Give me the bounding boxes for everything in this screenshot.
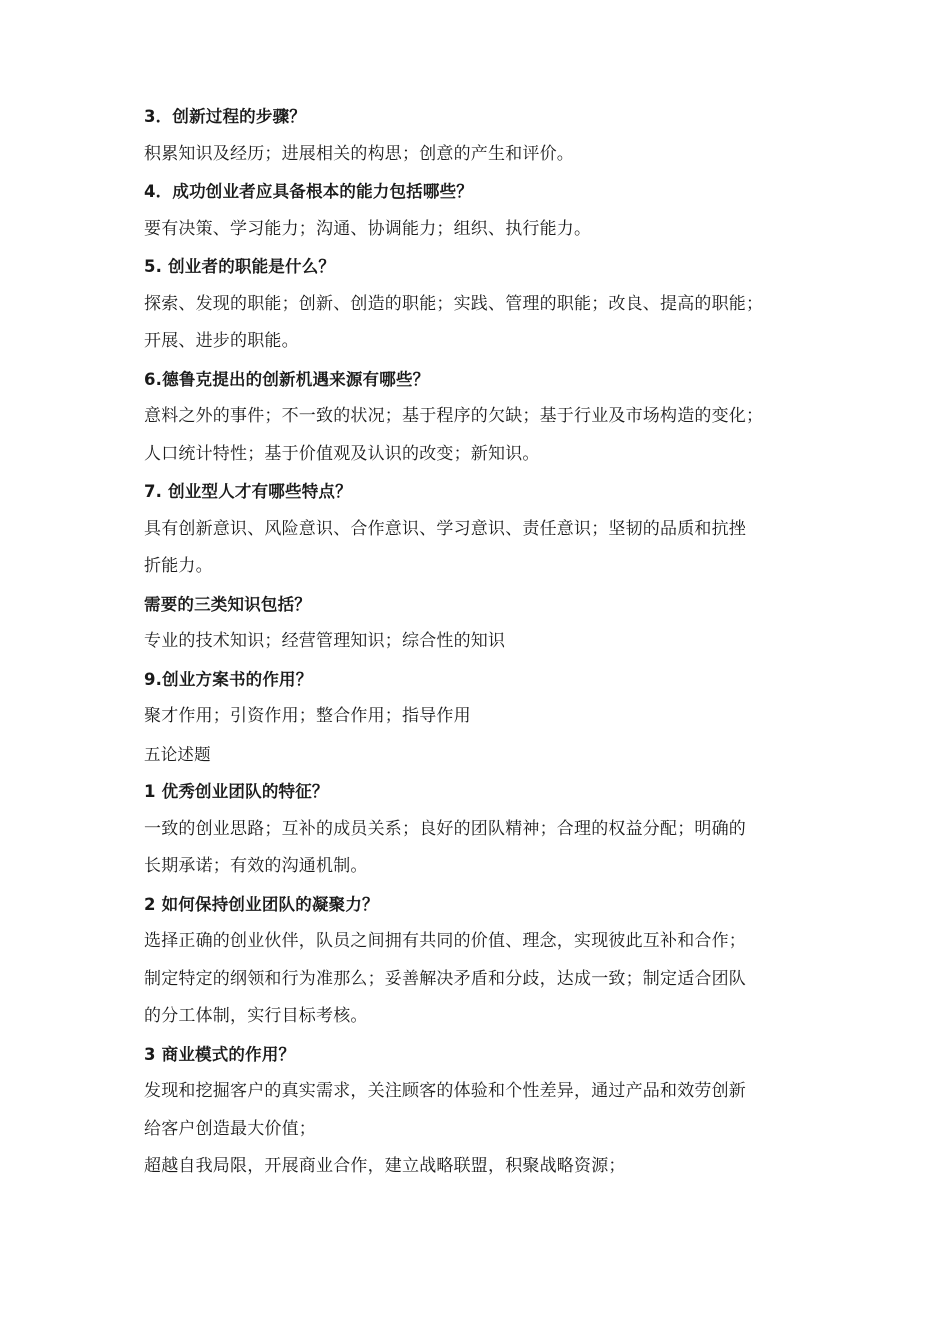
answer-text: 专业的技术知识；经营管理知识；综合性的知识 — [144, 631, 506, 651]
answer-text: 具有创新意识、风险意识、合作意识、学习意识、责任意识；坚韧的品质和抗挫 — [144, 518, 746, 539]
answer-text: 聚才作用；引资作用；整合作用；指导作用 — [144, 706, 471, 726]
answer-text: 要有决策、学习能力；沟通、协调能力；组织、执行能力。 — [144, 218, 592, 239]
answer-text: 发现和挖掘客户的真实需求，关注顾客的体验和个性差异，通过产品和效劳创新 — [144, 1081, 746, 1101]
question-heading: 3 商业模式的作用？ — [144, 1044, 296, 1064]
answer-text: 制定特定的纲领和行为准那么；妥善解决矛盾和分歧，达成一致；制定适合团队 — [144, 968, 746, 989]
question-heading: 6.德鲁克提出的创新机遇来源有哪些？ — [144, 369, 430, 389]
question-heading: 3．创新过程的步骤？ — [144, 107, 306, 126]
question-heading: 需要的三类知识包括？ — [144, 594, 311, 614]
question-heading: 5. 创业者的职能是什么？ — [144, 257, 336, 276]
question-heading: 9.创业方案书的作用？ — [144, 669, 313, 689]
answer-text: 超越自我局限，开展商业合作，建立战略联盟，积聚战略资源； — [144, 1156, 626, 1176]
answer-text: 的分工体制，实行目标考核。 — [144, 1006, 368, 1026]
question-heading: 1 优秀创业团队的特征？ — [144, 782, 329, 801]
answer-text: 给客户创造最大价值； — [144, 1118, 316, 1139]
question-heading: 4．成功创业者应具备根本的能力包括哪些？ — [144, 182, 473, 201]
answer-text: 探索、发现的职能；创新、创造的职能；实践、管理的职能；改良、提高的职能； — [144, 293, 764, 314]
answer-text: 长期承诺；有效的沟通机制。 — [144, 856, 368, 876]
answer-text: 开展、进步的职能。 — [144, 331, 299, 351]
answer-text: 人口统计特性；基于价值观及认识的改变；新知识。 — [144, 443, 540, 464]
answer-text: 意料之外的事件；不一致的状况；基于程序的欠缺；基于行业及市场构造的变化； — [144, 406, 764, 426]
answer-text: 积累知识及经历；进展相关的构思；创意的产生和评价。 — [144, 143, 574, 164]
question-heading: 7. 创业型人才有哪些特点？ — [144, 482, 352, 501]
document-page — [144, 98, 824, 1186]
section-heading: 五论述题 — [144, 744, 211, 764]
answer-text: 选择正确的创业伙伴，队员之间拥有共同的价值、理念，实现彼此互补和合作； — [144, 931, 746, 951]
question-heading: 2 如何保持创业团队的凝聚力？ — [144, 894, 379, 914]
answer-text: 折能力。 — [144, 556, 213, 576]
answer-text: 一致的创业思路；互补的成员关系；良好的团队精神；合理的权益分配；明确的 — [144, 818, 746, 839]
